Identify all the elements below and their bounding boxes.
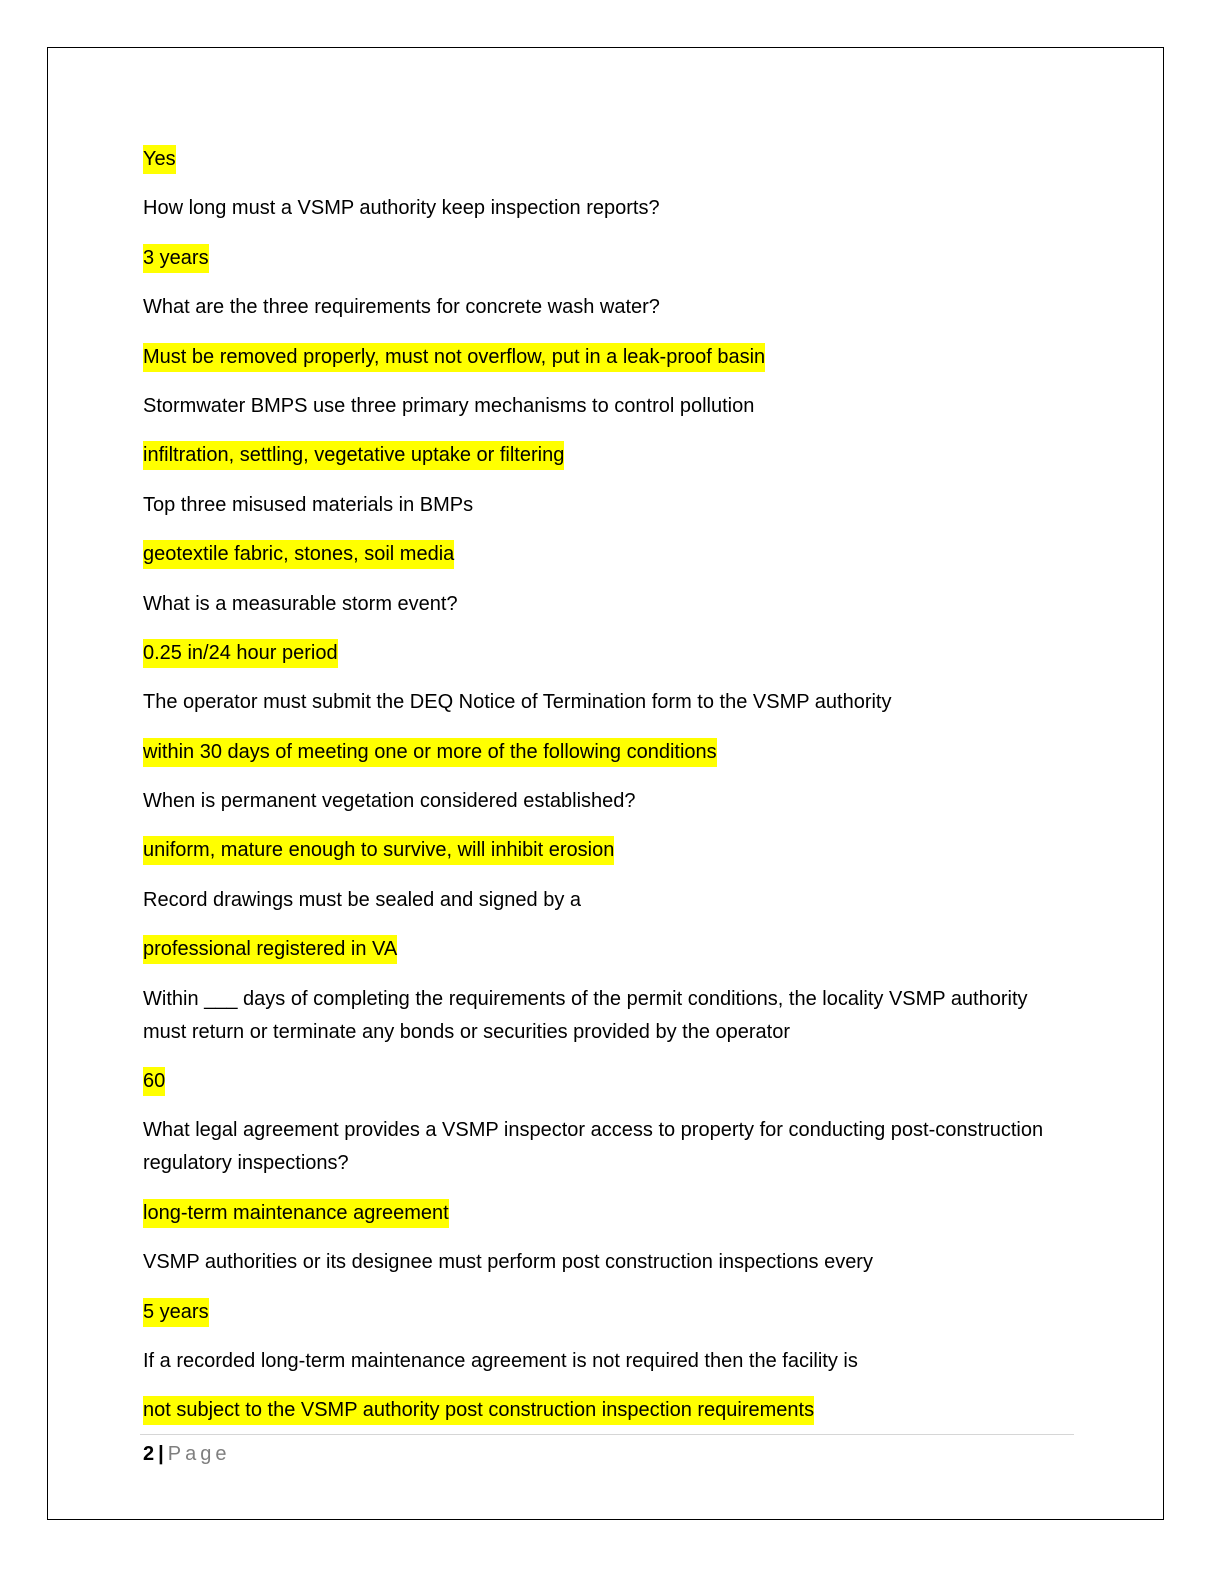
footer-separator: | — [158, 1443, 164, 1465]
answer-line: uniform, mature enough to survive, will inhibit erosion — [143, 834, 1063, 867]
question-line: If a recorded long-term maintenance agreement is not required then the facility is — [143, 1349, 858, 1372]
question-line: How long must a VSMP authority keep inspection reports? — [143, 197, 660, 220]
question-line: Within ___ days of completing the requirements of the permit conditions, the locality VSMP authority must return or terminate any bonds or securities provided by the operator — [143, 987, 1028, 1043]
question-line: When is permanent vegetation considered established? — [143, 790, 636, 813]
page-number: 2 — [143, 1443, 155, 1465]
answer-line: Must be removed properly, must not overflow, put in a leak-proof basin — [143, 341, 1063, 374]
answer-line: 0.25 in/24 hour period — [143, 637, 1063, 670]
question-line: What legal agreement provides a VSMP inspector access to property for conducting post-construction regulatory inspections? — [143, 1119, 1044, 1175]
answer-line: geotextile fabric, stones, soil media — [143, 538, 1063, 571]
question-line: VSMP authorities or its designee must perform post construction inspections every — [143, 1251, 873, 1274]
answer-line: infiltration, settling, vegetative uptake or filtering — [143, 439, 1063, 472]
answer-line: Yes — [143, 143, 1063, 176]
answer-line: 60 — [143, 1065, 1063, 1098]
question-line: Top three misused materials in BMPs — [143, 493, 474, 516]
question-line: Stormwater BMPS use three primary mechanisms to control pollution — [143, 394, 755, 417]
question-line: The operator must submit the DEQ Notice of Termination form to the VSMP authority — [143, 691, 892, 714]
document-body — [143, 143, 1063, 1444]
answer-line: professional registered in VA — [143, 933, 1063, 966]
answer-line: long-term maintenance agreement — [143, 1197, 1063, 1230]
question-line: What is a measurable storm event? — [143, 592, 458, 615]
answer-line: 3 years — [143, 242, 1063, 275]
page-label: Page — [167, 1443, 231, 1465]
answer-line: 5 years — [143, 1296, 1063, 1329]
footer-divider — [140, 1434, 1074, 1435]
question-line: Record drawings must be sealed and signed by a — [143, 888, 582, 911]
page-footer — [143, 1441, 230, 1467]
question-line: What are the three requirements for concrete wash water? — [143, 296, 660, 319]
answer-line: within 30 days of meeting one or more of the following conditions — [143, 736, 1063, 769]
answer-line: not subject to the VSMP authority post construction inspection requirements — [143, 1394, 1063, 1427]
